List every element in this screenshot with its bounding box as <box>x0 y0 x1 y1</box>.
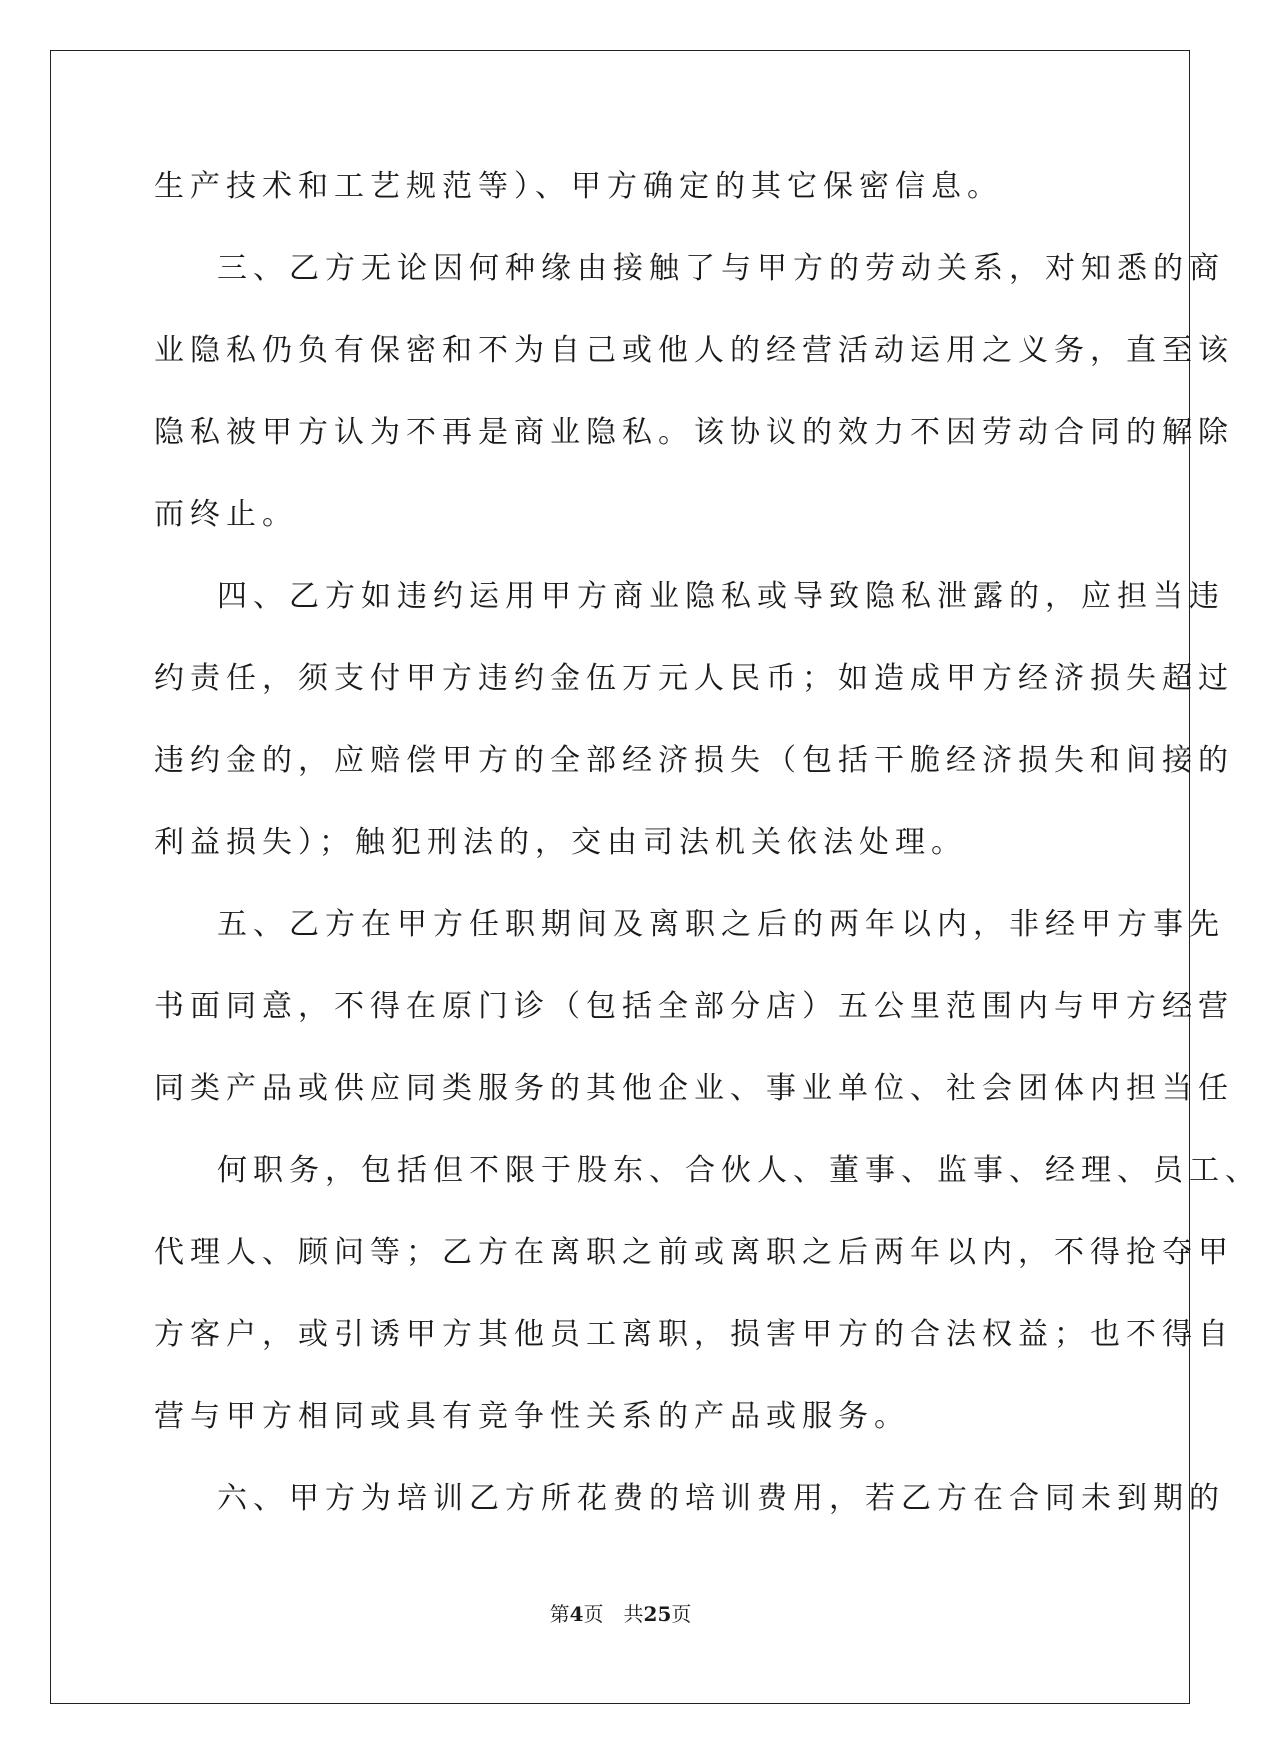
text-line-clause-3-start: 三、乙方无论因何种缘由接触了与甲方的劳动关系，对知悉的商 <box>217 251 1225 286</box>
text-line: 同类产品或供应同类服务的其他企业、事业单位、社会团体内担当任 <box>154 1071 1234 1106</box>
total-label-prefix: 共 <box>623 1602 644 1626</box>
text-line-clause-4-start: 四、乙方如违约运用甲方商业隐私或导致隐私泄露的，应担当违 <box>217 579 1225 614</box>
text-line: 利益损失）；触犯刑法的，交由司法机关依法处理。 <box>154 825 967 860</box>
document-body <box>154 164 1261 1558</box>
text-line: 约责任，须支付甲方违约金伍万元人民币；如造成甲方经济损失超过 <box>154 661 1234 696</box>
text-line: 书面同意，不得在原门诊（包括全部分店）五公里范围内与甲方经营 <box>154 989 1234 1024</box>
text-line-clause-6-start: 六、甲方为培训乙方所花费的培训费用，若乙方在合同未到期的 <box>217 1481 1225 1516</box>
page-label-prefix: 第 <box>549 1602 570 1626</box>
text-line: 隐私被甲方认为不再是商业隐私。该协议的效力不因劳动合同的解除 <box>154 415 1234 450</box>
page-number: 4 <box>569 1602 584 1626</box>
text-line: 违约金的，应赔偿甲方的全部经济损失（包括干脆经济损失和间接的 <box>154 743 1234 778</box>
text-line: 方客户，或引诱甲方其他员工离职，损害甲方的合法权益；也不得自 <box>154 1317 1234 1352</box>
text-line: 代理人、顾问等；乙方在离职之前或离职之后两年以内，不得抢夺甲 <box>154 1235 1234 1270</box>
text-line: 何职务，包括但不限于股东、合伙人、董事、监事、经理、员工、 <box>217 1153 1261 1188</box>
total-label-suffix: 页 <box>671 1602 692 1626</box>
total-pages: 25 <box>643 1602 672 1626</box>
text-line: 而终止。 <box>154 497 298 532</box>
text-line-clause-5-start: 五、乙方在甲方任职期间及离职之后的两年以内，非经甲方事先 <box>217 907 1225 942</box>
page-footer <box>0 1598 1241 1627</box>
text-line: 业隐私仍负有保密和不为自己或他人的经营活动运用之义务，直至该 <box>154 333 1234 368</box>
page-label-suffix: 页 <box>583 1602 604 1626</box>
text-line: 生产技术和工艺规范等）、甲方确定的其它保密信息。 <box>154 169 1003 204</box>
text-line: 营与甲方相同或具有竞争性关系的产品或服务。 <box>154 1399 910 1434</box>
